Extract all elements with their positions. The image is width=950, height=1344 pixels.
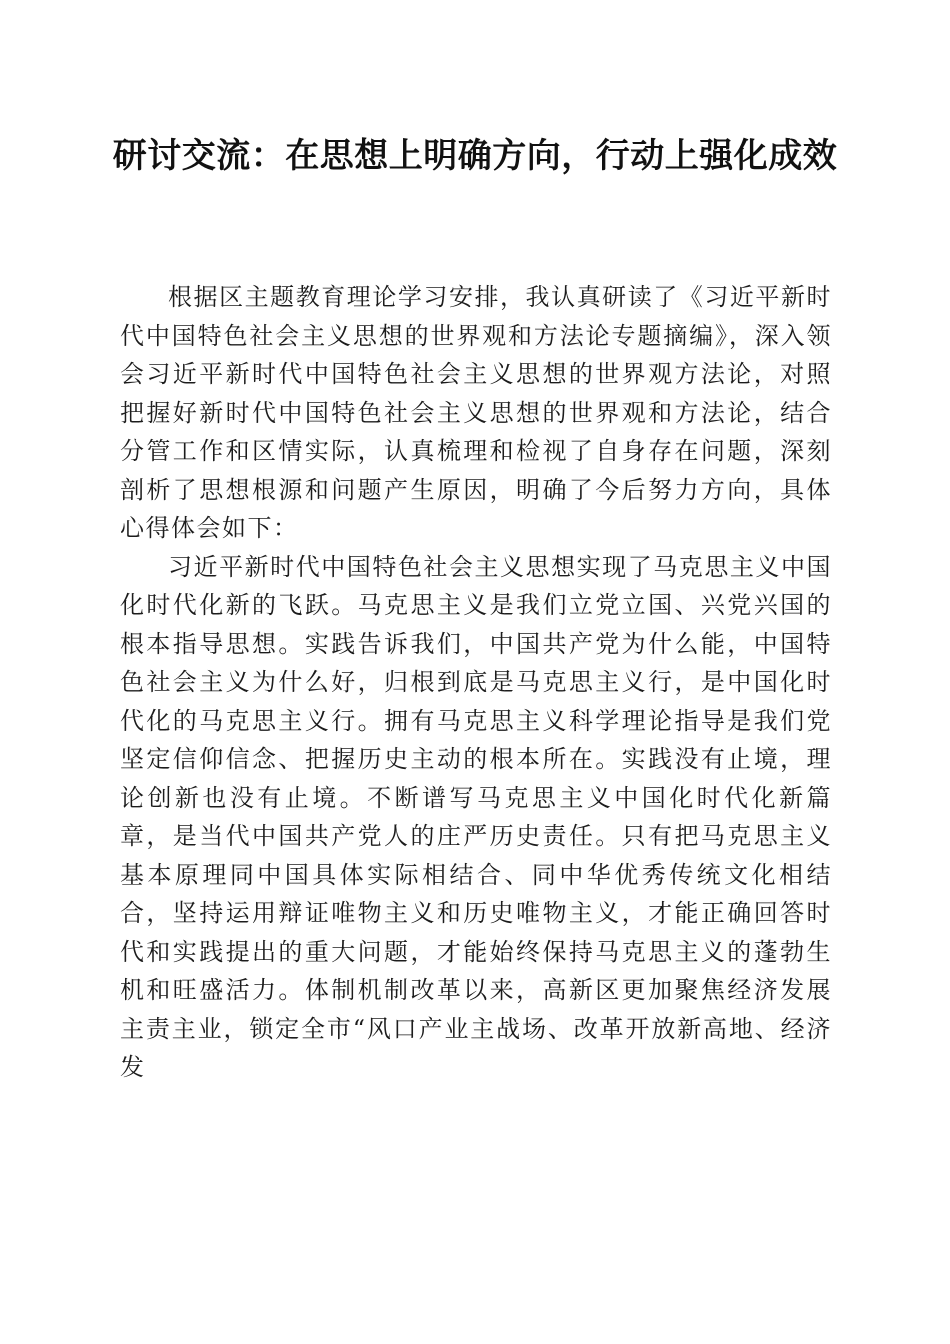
document-body — [120, 278, 832, 1087]
document-title: 研讨交流：在思想上明确方向，行动上强化成效 — [112, 136, 838, 176]
paragraph-intro: 根据区主题教育理论学习安排，我认真研读了《习近平新时代中国特色社会主义思想的世界观和方法论专题摘编》，深入领会习近平新时代中国特色社会主义思想的世界观方法论，对照把握好新时代中国特色社会主义思想的世界观和方法论，结合分管工作和区情实际，认真梳理和检视了自身存在问题，深刻剖析了思想根源和问题产生原因，明确了今后努力方向，具体心得体会如下： — [120, 283, 832, 542]
paragraph-theory: 习近平新时代中国特色社会主义思想实现了马克思主义中国化时代化新的飞跃。马克思主义是我们立党立国、兴党兴国的根本指导思想。实践告诉我们，中国共产党为什么能，中国特色社会主义为什么好，归根到底是马克思主义行，是中国化时代化的马克思主义行。拥有马克思主义科学理论指导是我们党坚定信仰信念、把握历史主动的根本所在。实践没有止境，理论创新也没有止境。不断谱写马克思主义中国化时代化新篇章，是当代中国共产党人的庄严历史责任。只有把马克思主义基本原理同中国具体实际相结合、同中华优秀传统文化相结合，坚持运用辩证唯物主义和历史唯物主义，才能正确回答时代和实践提出的重大问题，才能始终保持马克思主义的蓬勃生机和旺盛活力。体制机制改革以来，高新区更加聚焦经济发展主责主业，锁定全市“风口产业主战场、改革开放新高地、经济发 — [120, 552, 832, 1081]
